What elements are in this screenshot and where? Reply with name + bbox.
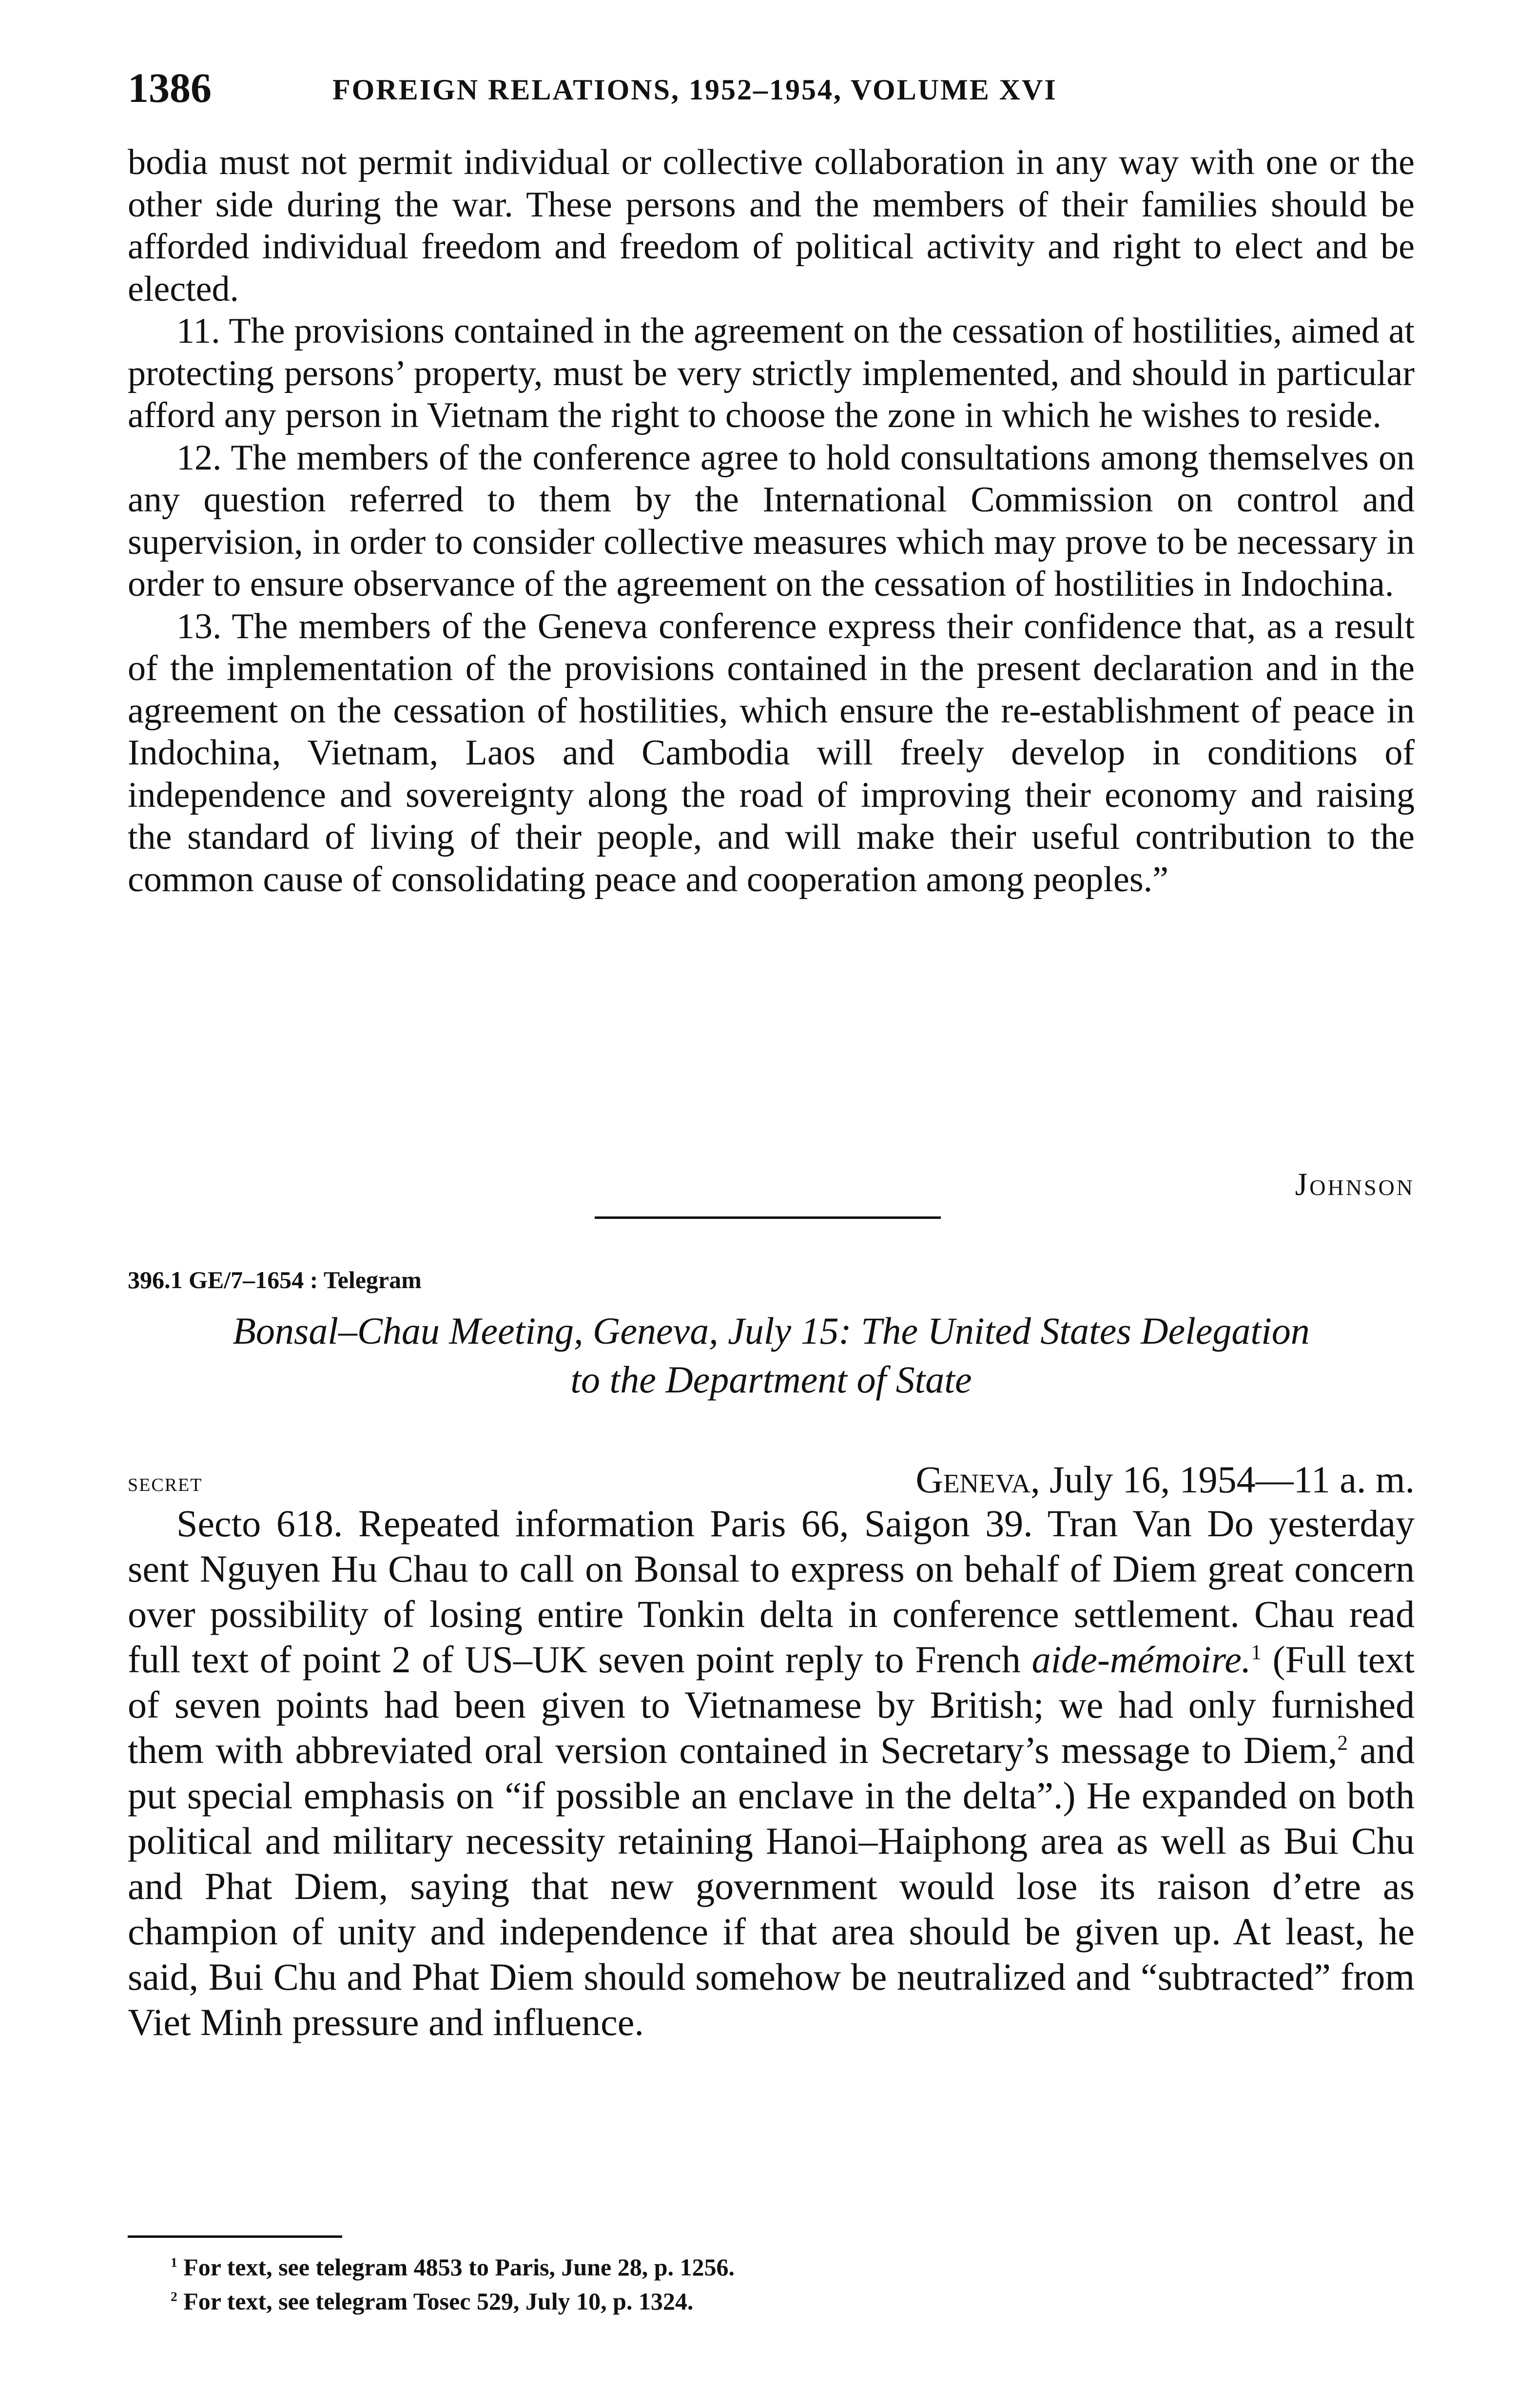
body-text-part-2: (Full text of seven points had been given to Vietnamese by British; we had only furnished them with abbreviated oral version contained in Secretary’s message to Diem,: [128, 1638, 1415, 1771]
classification-label: secret: [128, 1468, 203, 1497]
footnote-ref-2[interactable]: 2: [1337, 1732, 1348, 1755]
section-divider: [595, 1216, 941, 1219]
aide-memoire-term: aide-mémoire.: [1031, 1638, 1251, 1681]
dateline: [915, 1455, 1415, 1504]
running-head: [128, 59, 1415, 117]
dateline-date: , July 16, 1954—11 a. m.: [1030, 1458, 1415, 1501]
footnote-mark-2: 2: [171, 2289, 177, 2304]
footnote-text-2: For text, see telegram Tosec 529, July 10, p. 1324.: [177, 2288, 694, 2315]
footnote-mark-1: 1: [171, 2254, 177, 2270]
continued-declaration-text: [128, 141, 1415, 901]
telegram-body: [128, 1501, 1415, 2045]
document-title: [128, 1307, 1415, 1404]
footnote-1: [171, 2250, 1389, 2284]
footnote-2: [171, 2284, 1389, 2318]
page-number: 1386: [128, 64, 212, 111]
paragraph-12: 12. The members of the conference agree to hold consultations among themselves on any question referred to them by the International Commission on control and supervision, in order to consider collective measures which may prove to be necessary in order to ensure observance of the agreement on the cessation of hostilities in Indochina.: [128, 437, 1415, 604]
paragraph-continued: bodia must not permit individual or collective collaboration in any way with one or the other side during the war. These persons and the members of their families should be afforded individual freedom and freedom of political activity and right to elect and be elected.: [128, 142, 1415, 309]
document-title-line-1: Bonsal–Chau Meeting, Geneva, July 15: The United States Delegation: [233, 1310, 1310, 1352]
dateline-place: Geneva: [915, 1458, 1031, 1501]
volume-title: FOREIGN RELATIONS, 1952–1954, VOLUME XVI: [332, 74, 1057, 106]
footnote-text-1: For text, see telegram 4853 to Paris, June 28, p. 1256.: [177, 2253, 735, 2281]
body-text-part-3: and put special emphasis on “if possible an enclave in the delta”.) He expanded on both political and military necessity retaining Hanoi–Haiphong area as well as Bui Chu and Phat Diem, saying that new government would lose its raison d’etre as champion of unity and independence if that area should be given up. At least, he said, Bui Chu and Phat Diem should somehow be neutralized and “subtracted” from Viet Minh pressure and influence.: [128, 1729, 1415, 2043]
signature-johnson: Johnson: [1295, 1167, 1415, 1202]
footnote-ref-1[interactable]: 1: [1251, 1641, 1262, 1664]
paragraph-11: 11. The provisions contained in the agreement on the cessation of hostilities, aimed at protecting persons’ property, must be very strictly implemented, and should in particular afford any person in Vietnam the right to choose the zone in which he wishes to reside.: [128, 311, 1415, 435]
telegram-paragraph: [128, 1501, 1415, 2045]
document-title-line-2: to the Department of State: [570, 1358, 972, 1401]
footnote-divider: [128, 2235, 342, 2238]
footnotes: [171, 2250, 1389, 2318]
paragraph-13: 13. The members of the Geneva conference express their confidence that, as a result of the implementation of the provisions contained in the present declaration and in the agreement on the cessation of hostilities, which ensure the re-establishment of peace in Indochina, Vietnam, Laos and Cambodia will freely develop in conditions of independence and sovereignty along the road of improving their economy and raising the standard of living of their people, and will make their useful contribution to the common cause of consolidating peace and cooperation among peoples.”: [128, 606, 1415, 900]
file-reference: 396.1 GE/7–1654 : Telegram: [128, 1266, 422, 1293]
body-text-part-1: Secto 618. Repeated information Paris 66, Saigon 39. Tran Van Do yesterday sent Nguyen Hu Chau to call on Bonsal to express on behalf of Diem great concern over possibility of losing entire Tonkin delta in conference settlement. Chau read full text of point 2 of US–UK seven point reply to French: [128, 1502, 1415, 1681]
